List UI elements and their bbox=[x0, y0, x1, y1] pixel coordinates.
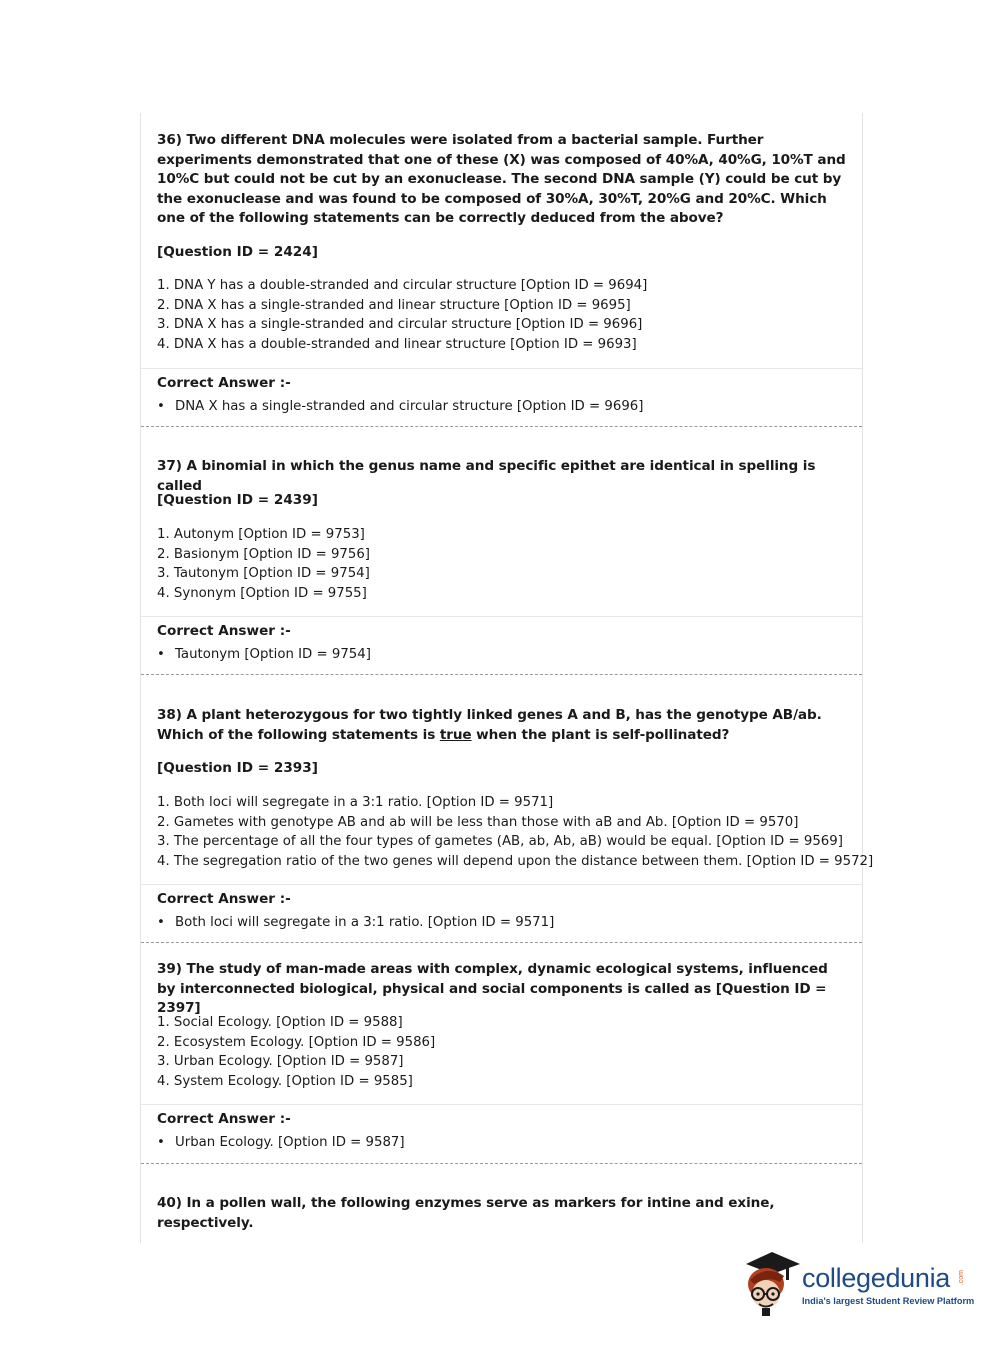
emphasized-word: true bbox=[439, 726, 472, 743]
correct-answer bbox=[157, 913, 554, 933]
question-id: [Question ID = 2424] bbox=[157, 244, 318, 260]
option-item: 2. Ecosystem Ecology. [Option ID = 9586] bbox=[157, 1034, 436, 1050]
collegedunia-logo bbox=[742, 1250, 975, 1320]
question-text: 36) Two different DNA molecules were isolated from a bacterial sample. Further experiments demonstrated that one of these (X) was composed of 40%A, 40%G, 10%T and 10%C but could not be cut by an exonuclease. The second DNA sample (Y) could be cut by the exonuclease and was found to be composed of 30%A, 30%T, 20%G and 20%C. Which one of the following statements can be correctly deduced from the above? bbox=[157, 132, 846, 227]
correct-answer-text: Both loci will segregate in a 3:1 ratio. [Option ID = 9571] bbox=[175, 915, 555, 930]
logo-wordmark: collegedunia bbox=[802, 1263, 951, 1293]
option-item: 1. DNA Y has a double-stranded and circular structure [Option ID = 9694] bbox=[157, 278, 648, 293]
question-divider bbox=[141, 426, 862, 427]
section-divider bbox=[141, 368, 862, 369]
correct-answer-label: Correct Answer :- bbox=[157, 891, 291, 907]
option-item: 4. DNA X has a double-stranded and linear structure [Option ID = 9693] bbox=[157, 336, 637, 352]
option-item: 4. System Ecology. [Option ID = 9585] bbox=[157, 1073, 413, 1089]
bullet-icon: • bbox=[157, 915, 165, 930]
question-text: 39) The study of man-made areas with complex, dynamic ecological systems, influenced by interconnected biological, physical and social components is called as [Question ID = 2397] bbox=[157, 961, 828, 1017]
option-item: 3. Tautonym [Option ID = 9754] bbox=[157, 566, 370, 582]
logo-dotcom: .com bbox=[958, 1270, 965, 1286]
option-item: 2. Basionym [Option ID = 9756] bbox=[157, 546, 370, 562]
correct-answer-text: DNA X has a single-stranded and circular structure [Option ID = 9696] bbox=[175, 399, 644, 414]
question-text bbox=[157, 706, 847, 745]
option-item: 4. The segregation ratio of the two genes will depend upon the distance between them. [Option ID = 9572] bbox=[157, 853, 874, 869]
correct-answer bbox=[157, 397, 643, 417]
correct-answer-label: Correct Answer :- bbox=[157, 1111, 291, 1127]
correct-answer-text: Urban Ecology. [Option ID = 9587] bbox=[175, 1135, 405, 1150]
bullet-icon: • bbox=[157, 647, 165, 662]
question-id: [Question ID = 2393] bbox=[157, 760, 318, 776]
section-divider bbox=[141, 1104, 862, 1105]
section-divider bbox=[141, 616, 862, 617]
option-item: 1. Social Ecology. [Option ID = 9588] bbox=[157, 1015, 403, 1030]
question-divider bbox=[141, 674, 862, 675]
correct-answer bbox=[157, 1133, 405, 1153]
question-text: 37) A binomial in which the genus name and specific epithet are identical in spelling is called bbox=[157, 458, 816, 494]
options-list bbox=[157, 525, 857, 603]
correct-answer bbox=[157, 645, 371, 665]
option-item: 2. Gametes with genotype AB and ab will be less than those with aB and Ab. [Option ID = 9570] bbox=[157, 814, 799, 830]
question-divider bbox=[141, 942, 862, 943]
correct-answer-label: Correct Answer :- bbox=[157, 623, 291, 639]
option-item: 2. DNA X has a single-stranded and linear structure [Option ID = 9695] bbox=[157, 297, 631, 313]
question-text: 40) In a pollen wall, the following enzymes serve as markers for intine and exine, respectively. bbox=[157, 1195, 775, 1231]
option-item: 3. The percentage of all the four types of gametes (AB, ab, Ab, aB) would be equal. [Option ID = 9569] bbox=[157, 834, 843, 850]
logo-tagline: India's largest Student Review Platform bbox=[802, 1296, 975, 1306]
options-list bbox=[157, 1013, 857, 1091]
option-item: 4. Synonym [Option ID = 9755] bbox=[157, 585, 367, 601]
question-divider bbox=[141, 1163, 862, 1164]
option-item: 1. Both loci will segregate in a 3:1 ratio. [Option ID = 9571] bbox=[157, 795, 554, 810]
section-divider bbox=[141, 884, 862, 885]
bullet-icon: • bbox=[157, 399, 165, 414]
options-list bbox=[157, 793, 874, 871]
correct-answer-label: Correct Answer :- bbox=[157, 375, 291, 391]
correct-answer-text: Tautonym [Option ID = 9754] bbox=[175, 647, 371, 662]
option-item: 3. DNA X has a single-stranded and circular structure [Option ID = 9696] bbox=[157, 317, 643, 333]
bullet-icon: • bbox=[157, 1135, 165, 1150]
student-mascot-icon bbox=[742, 1250, 802, 1318]
option-item: 3. Urban Ecology. [Option ID = 9587] bbox=[157, 1054, 404, 1070]
option-item: 1. Autonym [Option ID = 9753] bbox=[157, 527, 365, 542]
question-text-part: 38) A plant heterozygous for two tightly linked genes A and B, has the genotype AB/ab. Which of the following statements is bbox=[157, 707, 822, 743]
question-id: [Question ID = 2439] bbox=[157, 492, 318, 508]
question-paper-sheet bbox=[140, 113, 874, 1243]
options-list bbox=[157, 276, 857, 354]
question-text-part: when the plant is self-pollinated? bbox=[471, 726, 730, 743]
